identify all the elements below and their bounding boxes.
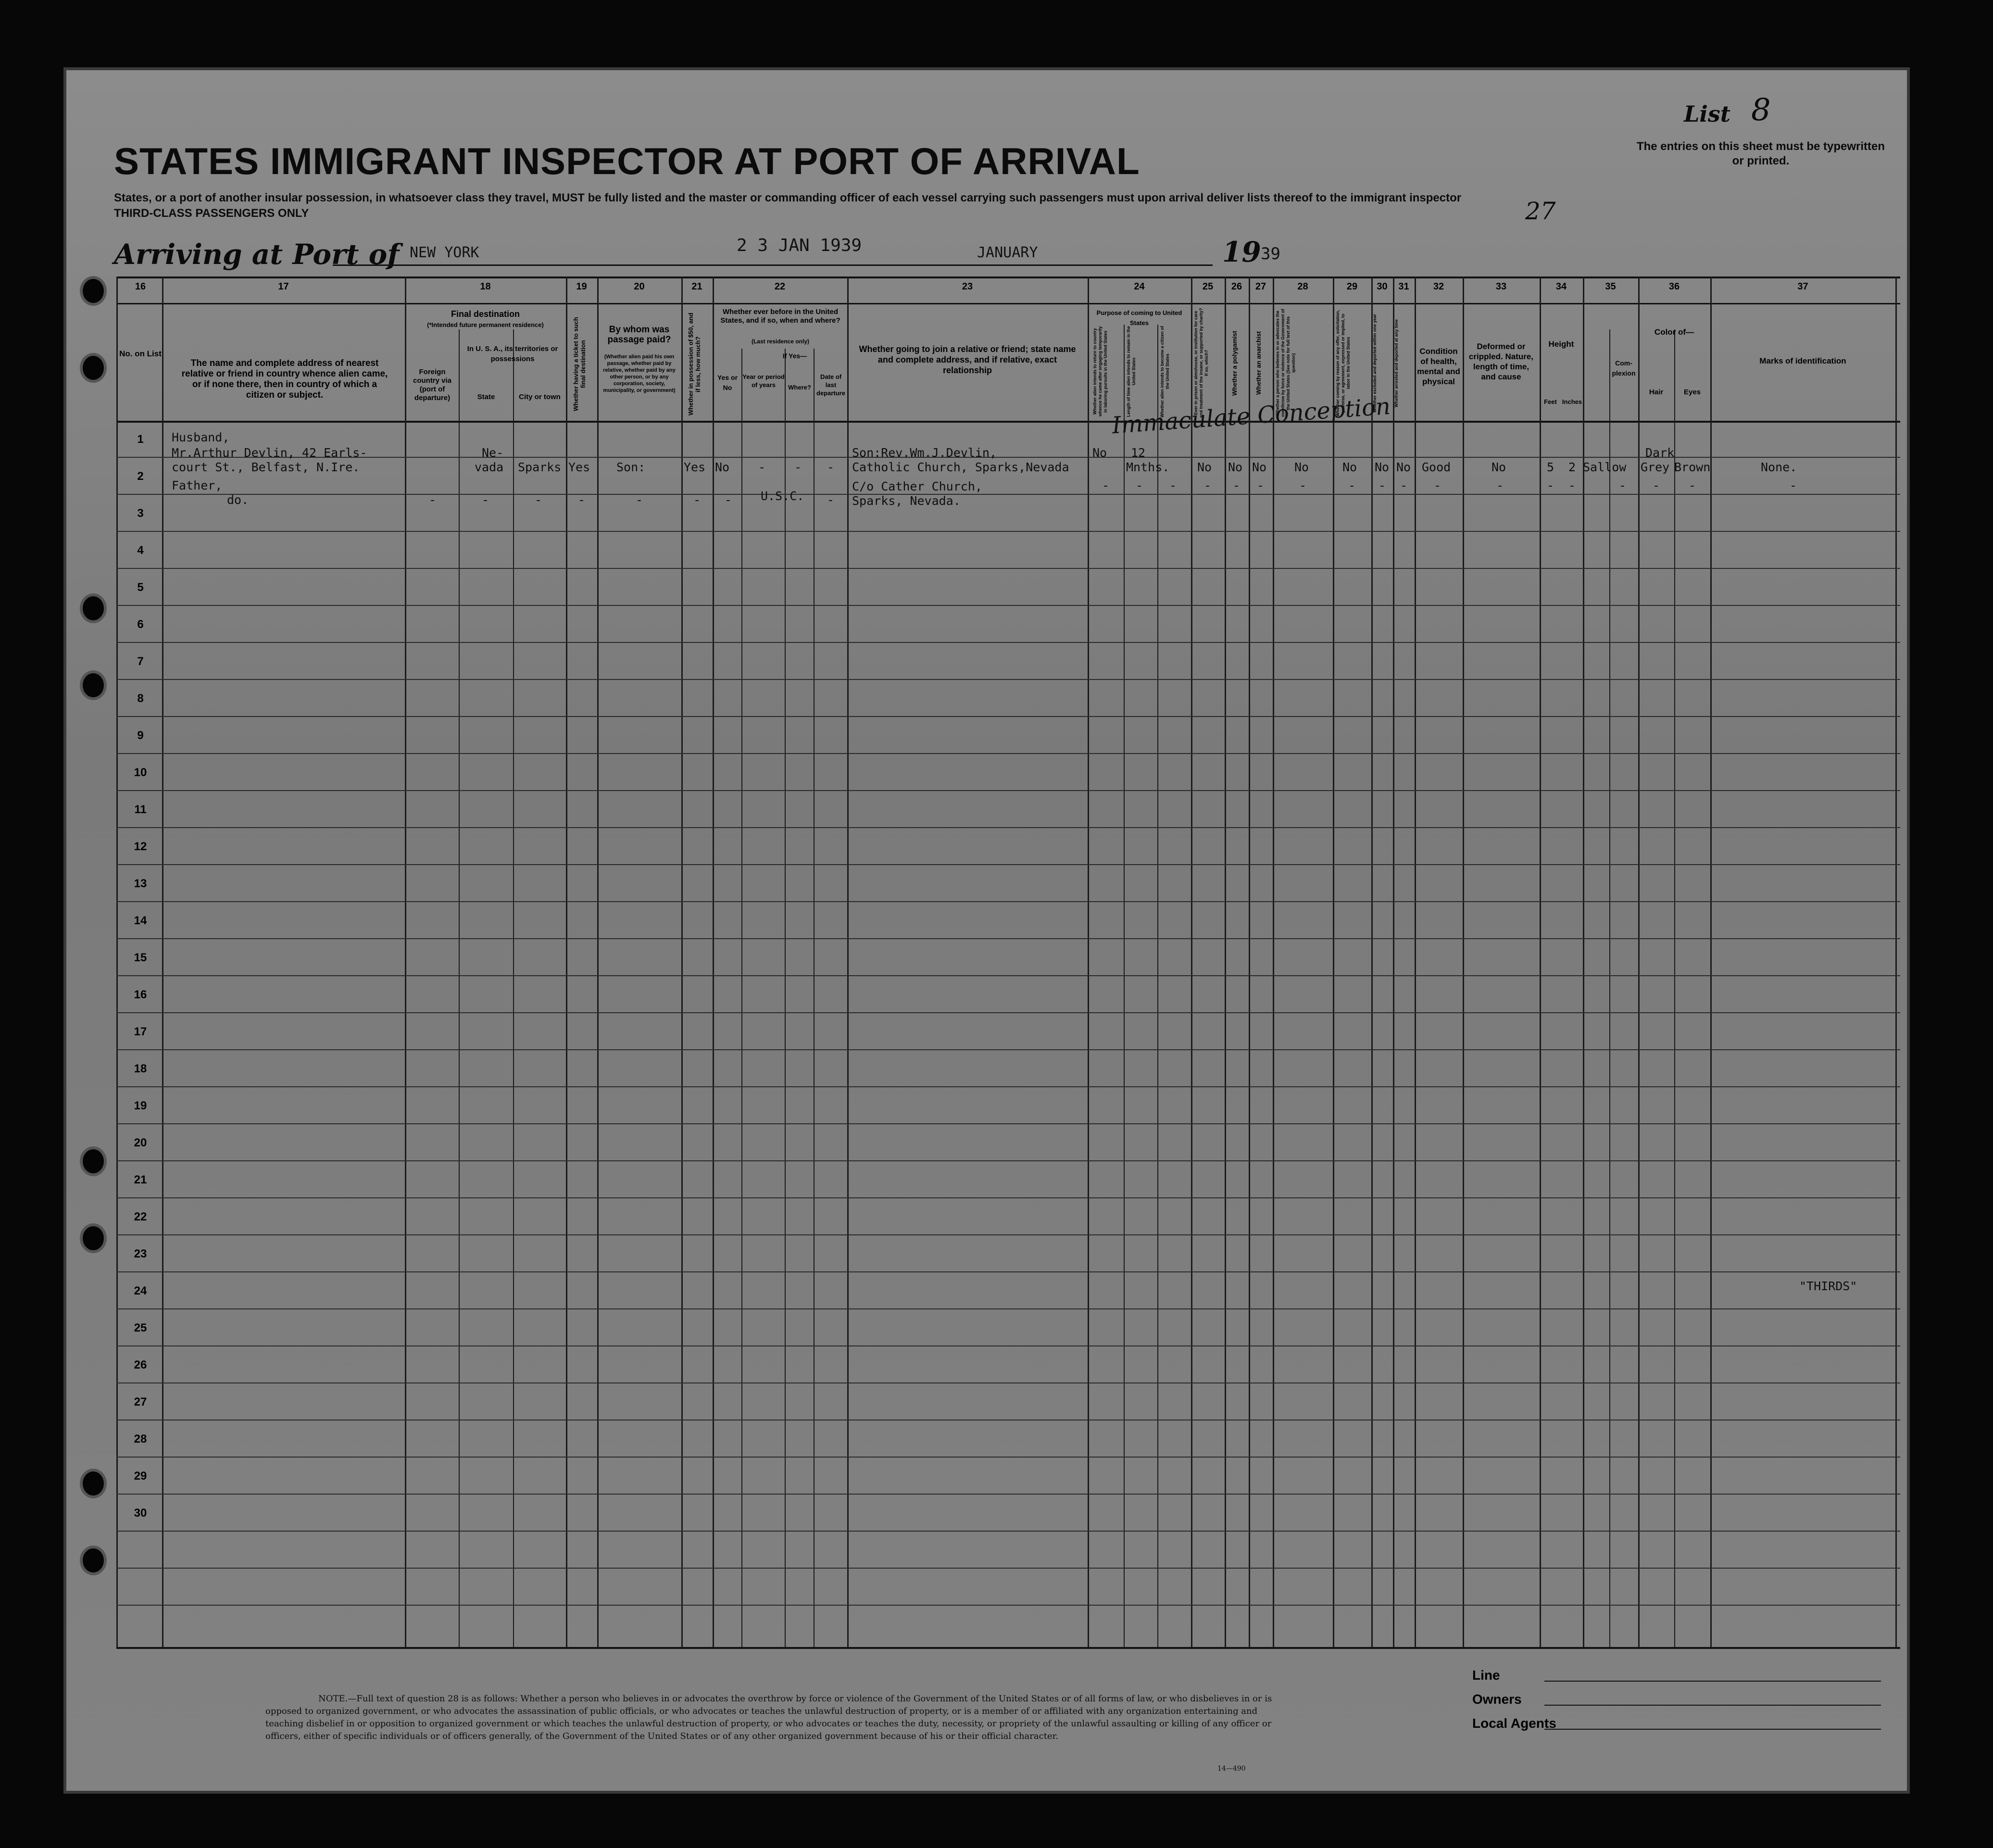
row-number: 13: [134, 877, 147, 890]
dash: -: [636, 493, 643, 507]
polygamist-value: No: [1228, 460, 1243, 474]
row-number: 21: [134, 1173, 147, 1186]
header-yes-no: Yes or No: [717, 374, 738, 391]
dash: -: [578, 493, 586, 507]
line-label: Line: [1472, 1668, 1500, 1683]
header-contract: Whether coming by reason of any offer, solicitation, promise, or agreement, expressed or implied, to labor in the United States: [1335, 310, 1351, 416]
prison-value: No: [1197, 460, 1212, 474]
row-rule: [116, 531, 1900, 532]
inches-value: 2: [1568, 460, 1576, 474]
complexion-value: Sallow: [1583, 460, 1627, 474]
col-number: 16: [135, 281, 146, 292]
col-number: 37: [1797, 281, 1808, 292]
row-rule: [116, 975, 1900, 976]
row-number: 12: [134, 840, 147, 853]
col-number: 24: [1134, 281, 1145, 292]
binder-hole: [83, 596, 104, 620]
list-label: List: [1684, 101, 1730, 127]
marks-value: None.: [1761, 460, 1797, 474]
relative-line: Mr.Arthur Devlin, 42 Earls-: [172, 446, 367, 460]
row-number: 30: [134, 1507, 147, 1520]
grid-left-border: [116, 277, 118, 1647]
col-divider: [1191, 277, 1192, 1647]
header-inches: Inches: [1562, 398, 1582, 405]
where-value: -: [794, 460, 802, 474]
state-value: Ne-: [482, 446, 504, 460]
col-number: 22: [774, 281, 786, 292]
row-rule: [116, 901, 1900, 902]
col-divider: [566, 277, 567, 1647]
header-purpose-a: Whether alien intends to return to country whence he came after engaging temporarily in laboring pursuits in the United States: [1092, 326, 1108, 417]
dash: -: [535, 493, 542, 507]
col-divider: [1273, 277, 1274, 1647]
col-number: 27: [1255, 281, 1266, 292]
arrested-value: No: [1396, 460, 1411, 474]
col-divider: [162, 277, 163, 1647]
col-divider: [1393, 277, 1394, 1647]
col-number: 31: [1398, 281, 1409, 292]
relative-line: court St., Belfast, N.Ire.: [172, 460, 360, 474]
row-rule: [116, 1123, 1900, 1124]
row-number: 24: [134, 1284, 147, 1297]
col-divider: [1583, 277, 1584, 1647]
row-number: 19: [134, 1099, 147, 1112]
col-number: 32: [1433, 281, 1444, 292]
health-value: Good: [1422, 460, 1451, 474]
form-title: STATES IMMIGRANT INSPECTOR AT PORT OF ARRIVAL: [114, 140, 1140, 182]
entries-note: The entries on this sheet must be typewritten or printed.: [1636, 140, 1885, 167]
header-ticket: Whether having a ticket to such final destination: [572, 317, 587, 412]
dash: -: [1233, 478, 1241, 492]
dash: -: [1348, 478, 1356, 492]
col-divider: [597, 277, 599, 1647]
row-number: 9: [137, 729, 144, 742]
dash: -: [1204, 478, 1212, 492]
col-divider: [1333, 277, 1334, 1647]
col-number: 36: [1668, 281, 1680, 292]
header-color-of: Color of—: [1654, 327, 1694, 337]
contract-value: No: [1342, 460, 1357, 474]
col-divider: [1674, 329, 1675, 1647]
year-suffix: 39: [1261, 244, 1280, 264]
agents-label: Local Agents: [1472, 1716, 1556, 1731]
header-before-us: Whether ever before in the United States, and if so, when and where?: [720, 308, 840, 325]
header-purpose: Purpose of coming to United States: [1096, 309, 1182, 327]
header-eyes: Eyes: [1683, 388, 1701, 396]
row-number: 20: [134, 1136, 147, 1149]
row-rule: [116, 642, 1900, 643]
row-number: 18: [134, 1062, 147, 1075]
joining-line: Catholic Church, Sparks,Nevada: [852, 460, 1069, 474]
anarchist-value: No: [1252, 460, 1267, 474]
col-divider: [1609, 329, 1610, 1647]
handwritten-church: Immaculate Conception: [1111, 392, 1391, 440]
col-divider: [741, 349, 742, 1647]
col-divider: [1415, 277, 1416, 1647]
header-date-departure: Date of last departure: [816, 373, 845, 397]
month-value: JANUARY: [977, 244, 1038, 261]
col-divider: [1710, 277, 1712, 1647]
binder-hole: [83, 1471, 104, 1496]
thirds-stamp: "THIRDS": [1799, 1279, 1857, 1293]
col-divider: [405, 277, 406, 1647]
header-nearest-relative: The name and complete address of nearest relative or friend in country whence alien came, or if none there, then in country of which a citizen or subject.: [181, 358, 388, 400]
where-value: U.S.C.: [761, 489, 804, 503]
header-arrested: Whether arrested and deported at any time: [1394, 319, 1399, 407]
before-value: No: [715, 460, 730, 474]
col-number: 21: [691, 281, 702, 292]
row-rule: [116, 938, 1900, 939]
row-rule: [116, 790, 1900, 791]
col-number: 34: [1555, 281, 1567, 292]
col-divider: [785, 349, 786, 1647]
col-number: 20: [634, 281, 645, 292]
city-value: Sparks: [518, 460, 562, 474]
binder-hole: [83, 1548, 104, 1572]
eyes-value: Brown: [1674, 460, 1711, 474]
feet-value: 5: [1547, 460, 1554, 474]
row-number: 6: [137, 618, 144, 631]
possession-value: Yes: [684, 460, 706, 474]
form-subline: States, or a port of another insular possession, in whatsoever class they travel, MUST be fully listed and the master or commanding officer of each vessel carrying such passengers must upon arrival deliver lists thereof to the immigrant inspector: [114, 191, 1462, 204]
header-final-destination-note: (*Intended future permanent residence): [427, 321, 544, 328]
dash: -: [1568, 478, 1576, 492]
row-rule: [116, 753, 1900, 754]
row-rule: [116, 1160, 1900, 1161]
row-number: 7: [137, 655, 144, 668]
owners-rule: [1544, 1705, 1881, 1706]
class-label: THIRD-CLASS PASSENGERS ONLY: [114, 207, 309, 220]
dash: -: [1379, 478, 1386, 492]
row-rule: [116, 568, 1900, 569]
col-number: 18: [480, 281, 491, 292]
dash: -: [1547, 478, 1554, 492]
deformed-value: No: [1492, 460, 1506, 474]
col-number: 17: [278, 281, 289, 292]
col-divider: [459, 329, 460, 1647]
row-number: 3: [137, 507, 144, 520]
row-rule: [116, 1049, 1900, 1050]
col-divider: [1371, 277, 1373, 1647]
row-rule: [116, 1012, 1900, 1013]
header-anarchist: Whether an anarchist: [1255, 331, 1262, 395]
footer-note: NOTE.—Full text of question 28 is as follows: Whether a person who believes in or advocates the overthrow by force or violence of the Government of the United States or of all forms of law, or who disbelieves in or is opposed to organized government, or who advocates the assassination of public officials, or who advocates or teaches the unlawful destruction of property, or is a member of or affiliated with any organization entertaining and teaching disbelief in or opposition to organized government or which teaches the unlawful destruction of property, or who advocates or teaches the duty, necessity, or propriety of the unlawful assaulting or killing of any officer or officers, either of specific individuals or of officers generally, of the Government of the United States or of any other organized government because of his or their official character.: [265, 1694, 1272, 1741]
col-divider: [513, 329, 514, 1647]
header-final-destination: Final destination: [451, 309, 520, 319]
row-rule: [116, 1197, 1900, 1198]
header-if-yes: If Yes—: [782, 352, 807, 360]
header-in-usa: In U. S. A., its territories or possessions: [467, 345, 558, 363]
dash: -: [1434, 478, 1441, 492]
col-number: 25: [1202, 281, 1214, 292]
dash: -: [1619, 478, 1627, 492]
binder-hole: [83, 356, 104, 380]
header-excluded: Whether excluded and deported within one year: [1372, 314, 1377, 413]
row-rule: [116, 1605, 1900, 1606]
dash: -: [1136, 478, 1143, 492]
row-number: 11: [134, 803, 147, 816]
header-city: City or town: [519, 393, 561, 401]
row-number: 1: [137, 433, 144, 446]
header-state: State: [477, 393, 495, 401]
col-divider: [1157, 325, 1158, 1647]
purpose-b-value: 12: [1131, 446, 1146, 460]
col-divider: [1638, 277, 1640, 1647]
year-value: -: [758, 460, 766, 474]
grid-top-border: [116, 277, 1900, 278]
departure-value: -: [827, 460, 835, 474]
agents-rule: [1544, 1729, 1881, 1730]
form-number: 14—490: [1217, 1765, 1246, 1773]
row-rule: [116, 1234, 1900, 1235]
ticket-value: Yes: [568, 460, 590, 474]
relative-line: Husband,: [172, 430, 230, 444]
col-divider: [1088, 277, 1089, 1647]
sheet-number: 27: [1525, 197, 1556, 225]
col-number: 28: [1297, 281, 1308, 292]
line-rule: [1544, 1681, 1881, 1682]
month-line: [847, 264, 1213, 266]
binder-hole: [83, 279, 104, 303]
col-divider: [1124, 325, 1125, 1647]
row-number: 26: [134, 1358, 147, 1371]
row-number: 22: [134, 1210, 147, 1223]
row-number: 25: [134, 1321, 147, 1334]
arriving-label: Arriving at Port of: [114, 238, 400, 271]
date-stamp: 2 3 JAN 1939: [737, 236, 862, 255]
header-deformed: Deformed or crippled. Nature, length of time, and cause: [1468, 342, 1534, 381]
col-number: 19: [576, 281, 587, 292]
header-passage-paid: By whom was passage paid?: [607, 325, 671, 345]
col-number: 33: [1495, 281, 1507, 292]
grid-header-border: [116, 421, 1900, 423]
dash: -: [693, 493, 701, 507]
row-number: 10: [134, 766, 147, 779]
row-rule: [116, 864, 1900, 865]
header-no-on-list: No. on List: [119, 349, 162, 358]
purpose-a-value: No: [1092, 446, 1107, 460]
header-hair: Hair: [1649, 388, 1664, 396]
row-rule: [116, 1271, 1900, 1272]
row-rule: [116, 1420, 1900, 1421]
header-health: Condition of health, mental and physical: [1417, 347, 1460, 386]
row-rule: [116, 457, 1900, 458]
excluded-value: No: [1375, 460, 1390, 474]
row-number: 28: [134, 1433, 147, 1446]
grid-bottom-border: [116, 1647, 1900, 1649]
col-divider: [1463, 277, 1464, 1647]
header-marks: Marks of identification: [1759, 356, 1846, 365]
row-rule: [116, 1086, 1900, 1087]
header-purpose-b: Length of time alien intends to remain in the United States: [1126, 326, 1136, 417]
row-rule: [116, 494, 1900, 495]
dash: -: [1790, 478, 1797, 492]
row-rule: [116, 1568, 1900, 1569]
col-number: 35: [1605, 281, 1616, 292]
header-before-us-note: (Last residence only): [751, 338, 810, 345]
dash: -: [482, 493, 489, 507]
col-divider: [681, 277, 683, 1647]
col-number: 29: [1346, 281, 1358, 292]
row-rule: [116, 1308, 1900, 1309]
state-value: vada: [475, 460, 504, 474]
header-possession-50: Whether in possession of $50, and if less, how much?: [687, 313, 702, 416]
relative-line: do.: [227, 493, 249, 507]
row-rule: [116, 1494, 1900, 1495]
row-number: 4: [137, 544, 144, 557]
header-foreign-country: Foreign country via (port of departure): [413, 368, 452, 402]
header-complexion: Com-plexion: [1612, 359, 1636, 377]
row-rule: [116, 605, 1900, 606]
col-number: 23: [962, 281, 973, 292]
binder-hole: [83, 1149, 104, 1173]
purpose-b-unit: Mnths.: [1126, 460, 1170, 474]
col-number: 26: [1231, 281, 1242, 292]
joining-line: Sparks, Nevada.: [852, 494, 961, 508]
row-number: 27: [134, 1395, 147, 1408]
row-number: 2: [137, 470, 144, 483]
list-value: 8: [1751, 92, 1771, 128]
row-number: 8: [137, 692, 144, 705]
row-rule: [116, 1345, 1900, 1346]
row-rule: [116, 1457, 1900, 1458]
header-prison: Ever in prison or almshouse, or institution for care and treatment of the insane, or supported by charity? If so, which?: [1193, 308, 1209, 418]
header-year-period: Year or period of years: [742, 373, 785, 389]
row-rule: [116, 716, 1900, 717]
header-where: Where?: [788, 384, 811, 391]
hair-value: Grey: [1641, 460, 1670, 474]
relative-line: Father,: [172, 478, 223, 492]
row-number: 23: [134, 1247, 147, 1260]
col-divider: [713, 277, 714, 1647]
col-divider: [847, 277, 849, 1647]
dash: -: [827, 493, 835, 507]
col-number: 30: [1377, 281, 1388, 292]
binder-hole: [83, 1226, 104, 1250]
header-height: Height: [1548, 339, 1574, 349]
header-purpose-c: Whether alien intends to become a citizen of the United States: [1160, 326, 1170, 417]
col-divider: [1249, 277, 1250, 1647]
header-polygamist: Whether a polygamist: [1231, 330, 1238, 396]
manifest-sheet: [63, 67, 1910, 1794]
header-feet: Feet: [1544, 398, 1557, 405]
dash: -: [725, 493, 732, 507]
hair-value: Dark: [1645, 446, 1675, 460]
dash: -: [1496, 478, 1504, 492]
grid-number-border: [116, 303, 1900, 304]
row-number: 29: [134, 1470, 147, 1483]
row-number: 14: [134, 914, 147, 927]
row-number: 17: [134, 1025, 147, 1038]
dash: -: [1653, 478, 1660, 492]
row-number: 5: [137, 581, 144, 594]
year-prefix: 19: [1222, 236, 1261, 268]
passage-value: Son:: [616, 460, 646, 474]
header-overthrow: Whether a person who believes in or advocates the overthrow by force or violence of the Government of the United States (See note for full text of this question): [1275, 309, 1296, 417]
dash: -: [1400, 478, 1408, 492]
port-line: [333, 264, 900, 266]
row-number: 16: [134, 988, 147, 1001]
overthrow-value: No: [1294, 460, 1309, 474]
row-rule: [116, 1531, 1900, 1532]
dash: -: [429, 493, 437, 507]
row-rule: [116, 827, 1900, 828]
dash: -: [1102, 478, 1110, 492]
joining-line: C/o Cather Church,: [852, 479, 982, 493]
dash: -: [1257, 478, 1265, 492]
dash: -: [1299, 478, 1307, 492]
owners-label: Owners: [1472, 1692, 1522, 1707]
grid-right-border: [1895, 277, 1897, 1647]
binder-hole: [83, 673, 104, 697]
joining-line: Son:Rev.Wm.J.Devlin,: [852, 446, 997, 460]
dash: -: [1169, 478, 1177, 492]
port-value: NEW YORK: [410, 244, 479, 261]
header-passage-note: (Whether alien paid his own passage, whether paid by relative, whether paid by any other person, or by any corporation, society, municipality, or government): [603, 354, 676, 393]
header-joining-relative: Whether going to join a relative or friend; state name and complete address, and if relative, exact relationship: [859, 344, 1076, 375]
col-divider: [1225, 277, 1226, 1647]
col-divider: [1540, 277, 1541, 1647]
row-rule: [116, 679, 1900, 680]
row-number: 15: [134, 951, 147, 964]
dash: -: [1689, 478, 1696, 492]
col-divider: [814, 349, 815, 1647]
